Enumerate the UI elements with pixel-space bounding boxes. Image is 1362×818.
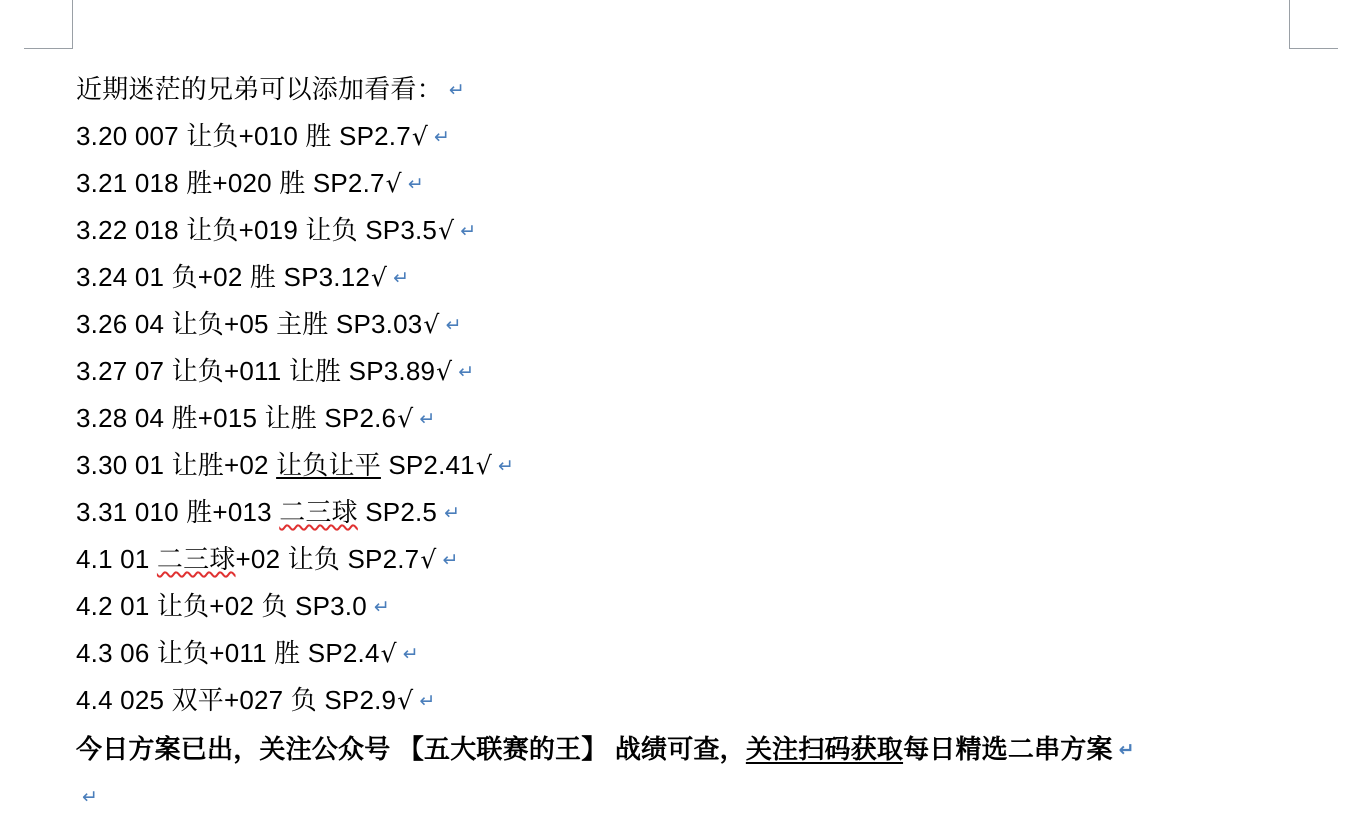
pilcrow-mark: ↵ xyxy=(434,126,451,148)
check-mark-icon: √ xyxy=(371,263,388,292)
record-text-suffix: SP2.5 xyxy=(357,497,438,527)
record-line-331 xyxy=(76,489,1322,536)
record-text-prefix: 4.1 01 xyxy=(76,544,157,574)
promo-text-part2: 每日精选二串方案 xyxy=(903,734,1113,764)
record-text: 3.28 04 胜+015 让胜 SP2.6 xyxy=(76,403,397,433)
pilcrow-mark: ↵ xyxy=(407,173,424,195)
record-text: 4.3 06 让负+011 胜 SP2.4 xyxy=(76,638,380,668)
pilcrow-mark: ↵ xyxy=(442,549,459,571)
record-line xyxy=(76,583,1322,630)
check-mark-icon: √ xyxy=(475,451,492,480)
record-line xyxy=(76,207,1322,254)
empty-paragraph xyxy=(76,775,1322,818)
pilcrow-mark: ↵ xyxy=(419,408,436,430)
spellcheck-underlined-text: 二三球 xyxy=(156,544,236,574)
record-line xyxy=(76,348,1322,395)
pilcrow-mark: ↵ xyxy=(460,220,477,242)
record-line xyxy=(76,160,1322,207)
record-text: 4.2 01 让负+02 负 SP3.0 xyxy=(76,591,367,621)
check-mark-icon: √ xyxy=(385,169,402,198)
check-mark-icon: √ xyxy=(438,216,455,245)
check-mark-icon: √ xyxy=(423,310,440,339)
record-text-underlined: 让负让平 xyxy=(276,450,381,480)
record-text-prefix: 3.30 01 让胜+02 xyxy=(76,450,277,480)
pilcrow-mark: ↵ xyxy=(444,502,461,524)
check-mark-icon: √ xyxy=(436,357,453,386)
pilcrow-mark: ↵ xyxy=(1118,739,1135,761)
record-text: 3.27 07 让负+011 让胜 SP3.89 xyxy=(76,356,436,386)
record-line xyxy=(76,630,1322,677)
record-line xyxy=(76,301,1322,348)
record-line xyxy=(76,254,1322,301)
pilcrow-mark: ↵ xyxy=(419,690,436,712)
page-crop-mark-top-left xyxy=(24,0,73,49)
promo-link-text[interactable]: 关注扫码获取 xyxy=(745,734,904,764)
record-text-suffix: +02 让负 SP2.7 xyxy=(235,544,420,574)
record-line-41 xyxy=(76,536,1322,583)
pilcrow-mark: ↵ xyxy=(393,267,410,289)
promo-line xyxy=(76,724,1322,775)
spellcheck-underlined-text: 二三球 xyxy=(279,497,358,527)
pilcrow-mark: ↵ xyxy=(82,786,98,808)
pilcrow-mark: ↵ xyxy=(402,643,419,665)
record-line xyxy=(76,677,1322,724)
record-text: 3.20 007 让负+010 胜 SP2.7 xyxy=(76,121,411,151)
check-mark-icon: √ xyxy=(420,545,437,574)
record-text-prefix: 3.31 010 胜+013 xyxy=(76,497,280,527)
record-text: 3.26 04 让负+05 主胜 SP3.03 xyxy=(76,309,423,339)
record-line xyxy=(76,113,1322,160)
record-text: 3.22 018 让负+019 让负 SP3.5 xyxy=(76,215,438,245)
check-mark-icon: √ xyxy=(380,639,397,668)
document-body xyxy=(76,66,1322,818)
pilcrow-mark: ↵ xyxy=(448,79,465,101)
page-crop-mark-top-right xyxy=(1289,0,1338,49)
record-line xyxy=(76,395,1322,442)
record-line-330 xyxy=(76,442,1322,489)
intro-text: 近期迷茫的兄弟可以添加看看： xyxy=(76,74,443,104)
check-mark-icon: √ xyxy=(397,404,414,433)
check-mark-icon: √ xyxy=(411,122,429,151)
record-text: 3.24 01 负+02 胜 SP3.12 xyxy=(76,262,371,292)
record-text: 3.21 018 胜+020 胜 SP2.7 xyxy=(76,168,385,198)
check-mark-icon: √ xyxy=(397,686,414,715)
pilcrow-mark: ↵ xyxy=(458,361,475,383)
record-text-suffix: SP2.41 xyxy=(380,450,475,480)
record-text: 4.4 025 双平+027 负 SP2.9 xyxy=(76,685,397,715)
pilcrow-mark: ↵ xyxy=(445,314,462,336)
paragraph-intro xyxy=(76,66,1322,113)
pilcrow-mark: ↵ xyxy=(373,596,391,618)
promo-text-part1: 今日方案已出，关注公众号 【五大联赛的王】 战绩可查， xyxy=(76,734,746,764)
pilcrow-mark: ↵ xyxy=(497,455,515,477)
